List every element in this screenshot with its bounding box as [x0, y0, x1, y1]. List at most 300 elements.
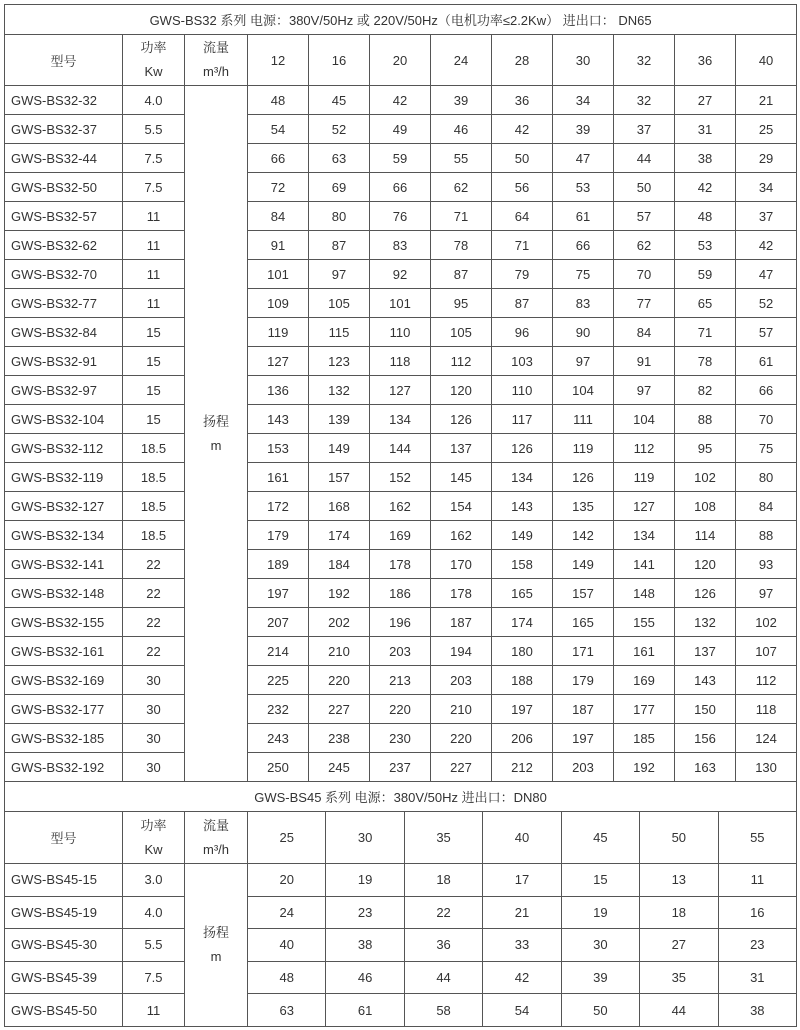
head-value-cell: 111	[553, 405, 614, 434]
head-value-cell: 170	[431, 550, 492, 579]
head-value-cell: 20	[248, 864, 326, 897]
head-value-cell: 197	[248, 579, 309, 608]
head-value-cell: 66	[736, 376, 797, 405]
flow-label: 流量	[202, 817, 229, 833]
head-value-cell: 126	[492, 434, 553, 463]
head-value-cell: 143	[248, 405, 309, 434]
head-value-cell: 59	[675, 260, 736, 289]
model-cell: GWS-BS32-127	[5, 492, 123, 521]
head-value-cell: 115	[309, 318, 370, 347]
head-label-cell	[185, 86, 248, 782]
head-value-cell: 196	[370, 608, 431, 637]
table-row	[5, 961, 797, 994]
head-value-cell: 177	[614, 695, 675, 724]
head-value-cell: 101	[248, 260, 309, 289]
head-value-cell: 78	[431, 231, 492, 260]
head-value-cell: 171	[553, 637, 614, 666]
head-value-cell: 40	[248, 929, 326, 962]
head-value-cell: 108	[675, 492, 736, 521]
head-value-cell: 172	[248, 492, 309, 521]
table-row	[5, 492, 797, 521]
head-value-cell: 48	[248, 961, 326, 994]
head-value-cell: 142	[553, 521, 614, 550]
head-value-cell: 157	[553, 579, 614, 608]
power-cell: 4.0	[123, 896, 185, 929]
head-value-cell: 57	[736, 318, 797, 347]
head-value-cell: 80	[309, 202, 370, 231]
model-cell: GWS-BS32-134	[5, 521, 123, 550]
head-value-cell: 33	[483, 929, 561, 962]
head-value-cell: 92	[370, 260, 431, 289]
head-value-cell: 162	[431, 521, 492, 550]
head-value-cell: 23	[718, 929, 797, 962]
head-value-cell: 72	[248, 173, 309, 202]
head-value-cell: 169	[370, 521, 431, 550]
model-cell: GWS-BS32-177	[5, 695, 123, 724]
head-value-cell: 134	[614, 521, 675, 550]
head-value-cell: 110	[370, 318, 431, 347]
head-value-cell: 36	[404, 929, 482, 962]
head-value-cell: 44	[404, 961, 482, 994]
head-value-cell: 66	[248, 144, 309, 173]
flow-value: 30	[553, 35, 614, 86]
head-value-cell: 112	[736, 666, 797, 695]
head-value-cell: 112	[614, 434, 675, 463]
model-cell: GWS-BS32-84	[5, 318, 123, 347]
power-cell: 7.5	[123, 144, 185, 173]
head-value-cell: 120	[675, 550, 736, 579]
head-value-cell: 83	[370, 231, 431, 260]
head-value-cell: 97	[736, 579, 797, 608]
head-value-cell: 103	[492, 347, 553, 376]
head-value-cell: 118	[370, 347, 431, 376]
head-value-cell: 109	[248, 289, 309, 318]
header-row	[5, 35, 797, 86]
model-cell: GWS-BS32-112	[5, 434, 123, 463]
head-value-cell: 42	[736, 231, 797, 260]
model-cell: GWS-BS32-148	[5, 579, 123, 608]
head-value-cell: 71	[431, 202, 492, 231]
head-value-cell: 112	[431, 347, 492, 376]
head-value-cell: 149	[553, 550, 614, 579]
head-value-cell: 206	[492, 724, 553, 753]
power-cell: 15	[123, 376, 185, 405]
table-row	[5, 753, 797, 782]
head-value-cell: 126	[431, 405, 492, 434]
head-value-cell: 162	[370, 492, 431, 521]
head-value-cell: 184	[309, 550, 370, 579]
head-value-cell: 210	[309, 637, 370, 666]
head-value-cell: 53	[553, 173, 614, 202]
model-header: 型号	[5, 812, 123, 864]
head-value-cell: 187	[553, 695, 614, 724]
model-cell: GWS-BS32-91	[5, 347, 123, 376]
head-value-cell: 127	[370, 376, 431, 405]
head-value-cell: 185	[614, 724, 675, 753]
head-value-cell: 132	[309, 376, 370, 405]
head-value-cell: 18	[640, 896, 718, 929]
head-value-cell: 150	[675, 695, 736, 724]
model-cell: GWS-BS32-70	[5, 260, 123, 289]
power-cell: 11	[123, 231, 185, 260]
power-cell: 22	[123, 637, 185, 666]
head-value-cell: 11	[718, 864, 797, 897]
table-row	[5, 405, 797, 434]
table-row	[5, 144, 797, 173]
table-row	[5, 724, 797, 753]
head-value-cell: 149	[492, 521, 553, 550]
head-value-cell: 47	[736, 260, 797, 289]
head-value-cell: 165	[553, 608, 614, 637]
table-row	[5, 86, 797, 115]
head-value-cell: 50	[614, 173, 675, 202]
head-value-cell: 59	[370, 144, 431, 173]
head-value-cell: 52	[736, 289, 797, 318]
head-value-cell: 123	[309, 347, 370, 376]
head-value-cell: 87	[431, 260, 492, 289]
head-value-cell: 97	[309, 260, 370, 289]
head-value-cell: 104	[553, 376, 614, 405]
head-value-cell: 114	[675, 521, 736, 550]
head-value-cell: 49	[370, 115, 431, 144]
head-value-cell: 13	[640, 864, 718, 897]
head-value-cell: 34	[553, 86, 614, 115]
power-header	[123, 35, 185, 86]
power-cell: 18.5	[123, 463, 185, 492]
head-value-cell: 82	[675, 376, 736, 405]
head-value-cell: 119	[553, 434, 614, 463]
power-cell: 30	[123, 753, 185, 782]
head-value-cell: 178	[370, 550, 431, 579]
head-value-cell: 88	[736, 521, 797, 550]
head-value-cell: 220	[370, 695, 431, 724]
table-row	[5, 929, 797, 962]
head-value-cell: 70	[736, 405, 797, 434]
head-value-cell: 44	[614, 144, 675, 173]
head-value-cell: 169	[614, 666, 675, 695]
power-cell: 3.0	[123, 864, 185, 897]
head-value-cell: 225	[248, 666, 309, 695]
model-cell: GWS-BS32-32	[5, 86, 123, 115]
table-row	[5, 376, 797, 405]
head-value-cell: 132	[675, 608, 736, 637]
power-cell: 15	[123, 347, 185, 376]
head-value-cell: 47	[553, 144, 614, 173]
head-value-cell: 154	[431, 492, 492, 521]
head-value-cell: 71	[492, 231, 553, 260]
head-value-cell: 136	[248, 376, 309, 405]
head-value-cell: 30	[561, 929, 639, 962]
head-value-cell: 137	[675, 637, 736, 666]
flow-value: 30	[326, 812, 404, 864]
head-value-cell: 57	[614, 202, 675, 231]
table-row	[5, 666, 797, 695]
head-value-cell: 97	[614, 376, 675, 405]
head-value-cell: 95	[675, 434, 736, 463]
table-row	[5, 260, 797, 289]
flow-value: 28	[492, 35, 553, 86]
power-cell: 7.5	[123, 961, 185, 994]
head-value-cell: 75	[736, 434, 797, 463]
head-value-cell: 161	[248, 463, 309, 492]
flow-value: 35	[404, 812, 482, 864]
model-cell: GWS-BS32-119	[5, 463, 123, 492]
power-cell: 30	[123, 724, 185, 753]
power-cell: 22	[123, 579, 185, 608]
head-value-cell: 39	[561, 961, 639, 994]
head-value-cell: 101	[370, 289, 431, 318]
head-value-cell: 237	[370, 753, 431, 782]
head-value-cell: 77	[614, 289, 675, 318]
flow-unit: m³/h	[203, 64, 229, 79]
head-value-cell: 70	[614, 260, 675, 289]
head-value-cell: 46	[326, 961, 404, 994]
model-cell: GWS-BS45-50	[5, 994, 123, 1027]
head-value-cell: 152	[370, 463, 431, 492]
head-value-cell: 19	[326, 864, 404, 897]
model-cell: GWS-BS32-141	[5, 550, 123, 579]
head-value-cell: 62	[431, 173, 492, 202]
head-value-cell: 117	[492, 405, 553, 434]
head-value-cell: 63	[309, 144, 370, 173]
table-row	[5, 608, 797, 637]
table-row	[5, 994, 797, 1027]
head-value-cell: 87	[492, 289, 553, 318]
head-value-cell: 165	[492, 579, 553, 608]
head-value-cell: 38	[718, 994, 797, 1027]
head-value-cell: 22	[404, 896, 482, 929]
head-value-cell: 25	[736, 115, 797, 144]
flow-value: 24	[431, 35, 492, 86]
head-value-cell: 55	[431, 144, 492, 173]
model-cell: GWS-BS32-57	[5, 202, 123, 231]
head-value-cell: 238	[309, 724, 370, 753]
head-value-cell: 21	[483, 896, 561, 929]
head-value-cell: 148	[614, 579, 675, 608]
model-header: 型号	[5, 35, 123, 86]
head-value-cell: 31	[718, 961, 797, 994]
head-value-cell: 17	[483, 864, 561, 897]
head-value-cell: 220	[431, 724, 492, 753]
power-cell: 18.5	[123, 521, 185, 550]
head-value-cell: 161	[614, 637, 675, 666]
head-value-cell: 124	[736, 724, 797, 753]
power-cell: 18.5	[123, 434, 185, 463]
head-value-cell: 203	[431, 666, 492, 695]
table-row	[5, 318, 797, 347]
head-value-cell: 179	[553, 666, 614, 695]
flow-value: 20	[370, 35, 431, 86]
head-value-cell: 245	[309, 753, 370, 782]
bs45-spec-table	[4, 781, 797, 1027]
head-value-cell: 202	[309, 608, 370, 637]
model-cell: GWS-BS32-169	[5, 666, 123, 695]
table-row	[5, 434, 797, 463]
head-value-cell: 227	[431, 753, 492, 782]
head-value-cell: 61	[326, 994, 404, 1027]
table-title: GWS-BS32 系列 电源：380V/50Hz 或 220V/50Hz（电机功率≤2.2Kw） 进出口： DN65	[5, 5, 797, 35]
head-value-cell: 139	[309, 405, 370, 434]
head-value-cell: 197	[553, 724, 614, 753]
head-value-cell: 19	[561, 896, 639, 929]
head-value-cell: 134	[492, 463, 553, 492]
head-value-cell: 54	[248, 115, 309, 144]
head-value-cell: 197	[492, 695, 553, 724]
head-value-cell: 42	[483, 961, 561, 994]
head-value-cell: 127	[248, 347, 309, 376]
flow-value: 32	[614, 35, 675, 86]
head-value-cell: 110	[492, 376, 553, 405]
power-header	[123, 812, 185, 864]
power-unit: Kw	[144, 841, 163, 857]
flow-value: 40	[736, 35, 797, 86]
head-value-cell: 118	[736, 695, 797, 724]
table-title-row	[5, 5, 797, 35]
model-cell: GWS-BS32-155	[5, 608, 123, 637]
table-row	[5, 115, 797, 144]
power-cell: 22	[123, 550, 185, 579]
head-value-cell: 168	[309, 492, 370, 521]
head-value-cell: 69	[309, 173, 370, 202]
head-value-cell: 141	[614, 550, 675, 579]
head-value-cell: 80	[736, 463, 797, 492]
head-value-cell: 120	[431, 376, 492, 405]
head-value-cell: 134	[370, 405, 431, 434]
head-value-cell: 102	[675, 463, 736, 492]
head-value-cell: 174	[492, 608, 553, 637]
power-cell: 15	[123, 318, 185, 347]
power-cell: 11	[123, 202, 185, 231]
head-value-cell: 84	[736, 492, 797, 521]
head-value-cell: 157	[309, 463, 370, 492]
head-value-cell: 158	[492, 550, 553, 579]
head-value-cell: 180	[492, 637, 553, 666]
head-unit: m	[210, 437, 222, 453]
head-value-cell: 212	[492, 753, 553, 782]
head-value-cell: 64	[492, 202, 553, 231]
power-cell: 11	[123, 260, 185, 289]
model-cell: GWS-BS32-104	[5, 405, 123, 434]
head-value-cell: 21	[736, 86, 797, 115]
head-value-cell: 36	[492, 86, 553, 115]
head-value-cell: 203	[553, 753, 614, 782]
flow-unit: m³/h	[203, 841, 229, 857]
power-cell: 7.5	[123, 173, 185, 202]
head-value-cell: 71	[675, 318, 736, 347]
head-value-cell: 66	[370, 173, 431, 202]
head-value-cell: 50	[561, 994, 639, 1027]
flow-value: 25	[248, 812, 326, 864]
power-label: 功率	[140, 817, 167, 833]
head-value-cell: 227	[309, 695, 370, 724]
power-cell: 4.0	[123, 86, 185, 115]
head-value-cell: 37	[614, 115, 675, 144]
head-value-cell: 105	[309, 289, 370, 318]
model-cell: GWS-BS32-185	[5, 724, 123, 753]
table-row	[5, 521, 797, 550]
head-value-cell: 75	[553, 260, 614, 289]
flow-value: 40	[483, 812, 561, 864]
head-value-cell: 187	[431, 608, 492, 637]
head-value-cell: 15	[561, 864, 639, 897]
flow-value: 50	[640, 812, 718, 864]
head-value-cell: 230	[370, 724, 431, 753]
head-value-cell: 126	[553, 463, 614, 492]
head-value-cell: 119	[248, 318, 309, 347]
power-label: 功率	[140, 40, 167, 55]
head-value-cell: 61	[736, 347, 797, 376]
table-row	[5, 463, 797, 492]
head-value-cell: 220	[309, 666, 370, 695]
flow-value: 16	[309, 35, 370, 86]
head-value-cell: 56	[492, 173, 553, 202]
head-value-cell: 50	[492, 144, 553, 173]
head-value-cell: 34	[736, 173, 797, 202]
head-value-cell: 203	[370, 637, 431, 666]
head-label-cell	[185, 864, 248, 1027]
head-value-cell: 76	[370, 202, 431, 231]
head-value-cell: 31	[675, 115, 736, 144]
head-value-cell: 96	[492, 318, 553, 347]
flow-value: 12	[248, 35, 309, 86]
model-cell: GWS-BS32-77	[5, 289, 123, 318]
model-cell: GWS-BS32-161	[5, 637, 123, 666]
head-value-cell: 153	[248, 434, 309, 463]
head-value-cell: 35	[640, 961, 718, 994]
head-value-cell: 186	[370, 579, 431, 608]
head-value-cell: 65	[675, 289, 736, 318]
head-value-cell: 66	[553, 231, 614, 260]
head-value-cell: 39	[553, 115, 614, 144]
head-value-cell: 37	[736, 202, 797, 231]
head-value-cell: 79	[492, 260, 553, 289]
model-cell: GWS-BS32-37	[5, 115, 123, 144]
head-value-cell: 38	[326, 929, 404, 962]
head-value-cell: 149	[309, 434, 370, 463]
head-value-cell: 16	[718, 896, 797, 929]
head-value-cell: 90	[553, 318, 614, 347]
head-value-cell: 137	[431, 434, 492, 463]
head-value-cell: 135	[553, 492, 614, 521]
head-value-cell: 207	[248, 608, 309, 637]
table-row	[5, 550, 797, 579]
head-value-cell: 107	[736, 637, 797, 666]
head-value-cell: 210	[431, 695, 492, 724]
head-value-cell: 130	[736, 753, 797, 782]
head-value-cell: 38	[675, 144, 736, 173]
head-value-cell: 27	[640, 929, 718, 962]
head-value-cell: 63	[248, 994, 326, 1027]
head-value-cell: 243	[248, 724, 309, 753]
model-cell: GWS-BS45-39	[5, 961, 123, 994]
head-value-cell: 105	[431, 318, 492, 347]
head-value-cell: 126	[675, 579, 736, 608]
power-cell: 11	[123, 289, 185, 318]
bs32-spec-table	[4, 4, 797, 782]
head-label: 扬程	[202, 413, 229, 429]
model-cell: GWS-BS32-50	[5, 173, 123, 202]
flow-value: 36	[675, 35, 736, 86]
head-value-cell: 192	[614, 753, 675, 782]
head-value-cell: 54	[483, 994, 561, 1027]
flow-label: 流量	[202, 40, 229, 55]
head-value-cell: 91	[248, 231, 309, 260]
head-value-cell: 58	[404, 994, 482, 1027]
head-value-cell: 52	[309, 115, 370, 144]
head-value-cell: 102	[736, 608, 797, 637]
head-value-cell: 44	[640, 994, 718, 1027]
head-value-cell: 155	[614, 608, 675, 637]
